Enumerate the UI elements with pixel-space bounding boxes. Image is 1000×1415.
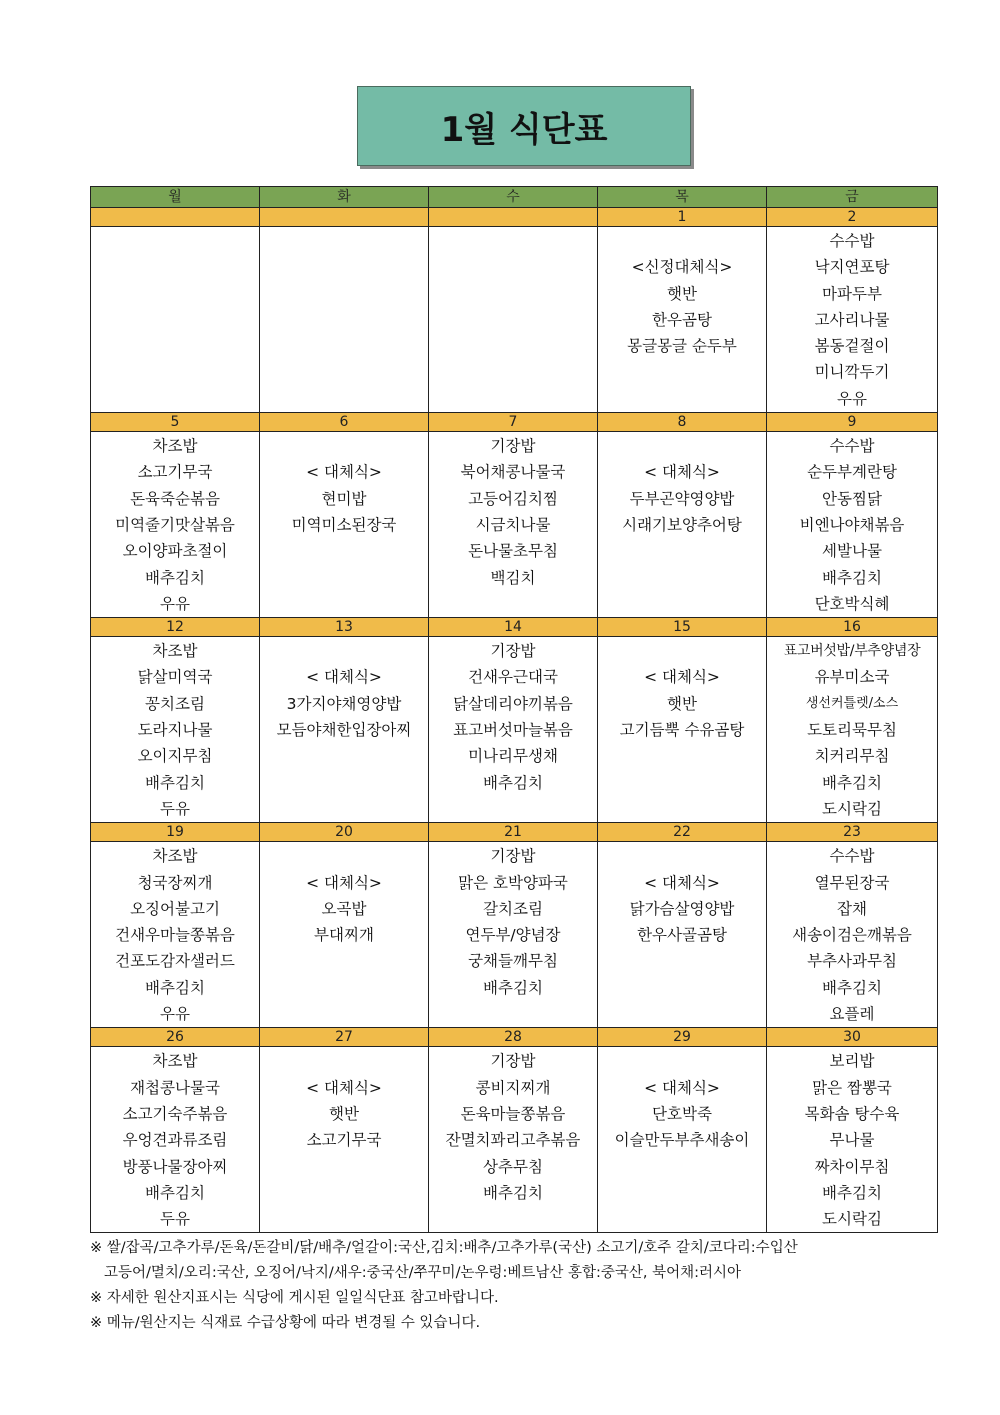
- menu-item: 열무된장국: [814, 873, 890, 892]
- menu-item: 수수밥: [829, 847, 875, 866]
- menu-item: 북어채콩나물국: [460, 463, 566, 482]
- menu-item: < 대체식>: [306, 463, 382, 482]
- menu-item: 돈나물초무침: [468, 542, 558, 561]
- menu-cell-wed: [429, 1047, 598, 1233]
- origin-notes: [90, 1236, 940, 1336]
- menu-cell-fri: [767, 842, 938, 1028]
- menu-item: 오이양파초절이: [122, 542, 228, 561]
- date-cell-mon: 26: [91, 1028, 260, 1047]
- menu-item: 청국장찌개: [137, 873, 213, 892]
- menu-item: 차조밥: [152, 642, 198, 661]
- menu-item: 상추무침: [483, 1157, 543, 1176]
- menu-item: 두유: [160, 1210, 190, 1229]
- menu-item: 배추김치: [822, 978, 882, 997]
- menu-item: 봄동겉절이: [814, 337, 890, 356]
- menu-item: 두부곤약영양밥: [629, 489, 735, 508]
- date-cell-fri: 2: [767, 208, 938, 227]
- date-cell-fri: 16: [767, 618, 938, 637]
- date-cell-fri: 30: [767, 1028, 938, 1047]
- menu-item: 닭가슴살영양밥: [629, 899, 735, 918]
- menu-cell-mon: [91, 637, 260, 823]
- weekday-mon: 월: [91, 187, 260, 208]
- menu-item: 현미밥: [321, 489, 367, 508]
- menu-item: 배추김치: [145, 1183, 205, 1202]
- weekday-fri: 금: [767, 187, 938, 208]
- menu-cell-thu: [598, 227, 767, 413]
- menu-cell-tue: [260, 432, 429, 618]
- menu-item: 닭살데리야끼볶음: [453, 694, 573, 713]
- menu-item: < 대체식>: [306, 668, 382, 687]
- weekday-header-row: [91, 187, 938, 208]
- menu-item: 순두부계란탕: [807, 463, 897, 482]
- menu-item: 비엔나야채볶음: [799, 515, 905, 534]
- menu-cell-thu: [598, 1047, 767, 1233]
- menu-cell-fri: [767, 1047, 938, 1233]
- menu-cell-tue: [260, 842, 429, 1028]
- menu-item: 세발나물: [822, 542, 882, 561]
- date-cell-thu: 15: [598, 618, 767, 637]
- menu-item: 3가지야채영양밥: [286, 694, 402, 713]
- note-line: ※ 자세한 원산지표시는 식당에 게시된 일일식단표 참고바랍니다.: [90, 1290, 499, 1306]
- menu-item: 돈육마늘쫑볶음: [460, 1104, 566, 1123]
- menu-item: 햇반: [667, 694, 697, 713]
- menu-cell-fri: [767, 637, 938, 823]
- menu-item: 미역미소된장국: [291, 515, 397, 534]
- menu-item: 배추김치: [822, 568, 882, 587]
- date-cell-wed: 21: [429, 823, 598, 842]
- menu-item: 우유: [160, 1005, 190, 1024]
- date-cell-thu: 8: [598, 413, 767, 432]
- menu-cell-tue: [260, 1047, 429, 1233]
- menu-item: 우유: [160, 594, 190, 613]
- date-cell-wed: 7: [429, 413, 598, 432]
- menu-item: 표고버섯밥/부추양념장: [783, 643, 921, 660]
- menu-item: 보리밥: [829, 1052, 875, 1071]
- menu-item: 시래기보양추어탕: [622, 515, 742, 534]
- date-cell-wed: 14: [429, 618, 598, 637]
- menu-cell-thu: [598, 432, 767, 618]
- menu-item: 햇반: [667, 284, 697, 303]
- menu-item: 기장밥: [490, 847, 536, 866]
- menu-row: [91, 227, 938, 413]
- menu-item: 돈육죽순볶음: [130, 489, 220, 508]
- menu-item: 한우사골곰탕: [637, 926, 727, 945]
- menu-item: 기장밥: [490, 437, 536, 456]
- menu-item: 수수밥: [829, 232, 875, 250]
- date-cell-thu: 29: [598, 1028, 767, 1047]
- menu-item: 방풍나물장아찌: [122, 1157, 228, 1176]
- weekday-tue: 화: [260, 187, 429, 208]
- menu-item: 고등어김치찜: [468, 489, 558, 508]
- menu-item: 오곡밥: [321, 899, 367, 918]
- menu-item: 단호박식혜: [814, 594, 890, 613]
- menu-item: 배추김치: [483, 1183, 543, 1202]
- menu-item: 고기듬뿍 수유곰탕: [619, 721, 745, 740]
- menu-item: < 대체식>: [644, 668, 720, 687]
- menu-item: 새송이검은깨볶음: [792, 926, 912, 945]
- menu-item: 치커리무침: [814, 747, 890, 766]
- menu-item: 시금치나물: [475, 515, 551, 534]
- date-row: [91, 208, 938, 227]
- note-line: ※ 메뉴/원산지는 식재료 수급상황에 따라 변경될 수 있습니다.: [90, 1315, 481, 1331]
- menu-cell-wed: [429, 227, 598, 413]
- menu-item: 우엉견과류조림: [122, 1131, 228, 1150]
- menu-item: 맑은 짬뽕국: [812, 1078, 892, 1097]
- menu-item: 도시락김: [822, 1210, 882, 1229]
- menu-cell-tue: [260, 227, 429, 413]
- menu-cell-mon: [91, 227, 260, 413]
- menu-item: 배추김치: [145, 568, 205, 587]
- date-cell-tue: 20: [260, 823, 429, 842]
- menu-cell-mon: [91, 1047, 260, 1233]
- menu-item: < 대체식>: [644, 463, 720, 482]
- menu-item: 건새우마늘쫑볶음: [115, 926, 235, 945]
- menu-item: < 대체식>: [306, 1078, 382, 1097]
- menu-item: 수수밥: [829, 437, 875, 456]
- page-title: 1월 식단표: [357, 86, 691, 166]
- menu-item: 미니깍두기: [814, 363, 890, 382]
- menu-item: < 대체식>: [644, 873, 720, 892]
- menu-item: 요플레: [829, 1005, 875, 1024]
- date-cell-wed: [429, 208, 598, 227]
- menu-item: 미나리무생채: [468, 747, 558, 766]
- menu-item: 두유: [160, 799, 190, 818]
- date-row: [91, 618, 938, 637]
- date-cell-wed: 28: [429, 1028, 598, 1047]
- menu-item: 배추김치: [145, 773, 205, 792]
- menu-row: [91, 1047, 938, 1233]
- menu-item: 마파두부: [822, 284, 882, 303]
- menu-item: 이슬만두부추새송이: [614, 1131, 750, 1150]
- menu-row: [91, 842, 938, 1028]
- menu-item: 부추사과무침: [807, 952, 897, 971]
- menu-item: 소고기무국: [137, 463, 213, 482]
- menu-item: 배추김치: [822, 1183, 882, 1202]
- menu-item: 목화솜 탕수육: [804, 1104, 900, 1123]
- date-cell-mon: 5: [91, 413, 260, 432]
- menu-item: 잡채: [837, 899, 867, 918]
- menu-item: 한우곰탕: [652, 310, 712, 329]
- menu-table: [90, 186, 938, 1233]
- menu-item: 오징어불고기: [130, 899, 220, 918]
- date-cell-thu: 22: [598, 823, 767, 842]
- menu-item: 배추김치: [483, 978, 543, 997]
- menu-item: <신정대체식>: [631, 258, 733, 277]
- weekday-thu: 목: [598, 187, 767, 208]
- date-cell-mon: 19: [91, 823, 260, 842]
- menu-row: [91, 432, 938, 618]
- menu-row: [91, 637, 938, 823]
- menu-item: 연두부/양념장: [465, 926, 561, 945]
- menu-item: < 대체식>: [644, 1078, 720, 1097]
- menu-cell-tue: [260, 637, 429, 823]
- menu-item: 건새우근대국: [468, 668, 558, 687]
- menu-item: 우유: [837, 389, 867, 408]
- menu-item: 소고기숙주볶음: [122, 1104, 228, 1123]
- menu-item: 잔멸치꽈리고추볶음: [445, 1131, 581, 1150]
- menu-item: 배추김치: [822, 773, 882, 792]
- date-cell-tue: [260, 208, 429, 227]
- menu-item: 맑은 호박양파국: [458, 873, 568, 892]
- menu-cell-fri: [767, 227, 938, 413]
- menu-item: 소고기무국: [306, 1131, 382, 1150]
- menu-cell-wed: [429, 432, 598, 618]
- menu-item: 갈치조림: [483, 899, 543, 918]
- menu-item: 모듬야채한입장아찌: [276, 721, 412, 740]
- menu-item: 부대찌개: [314, 926, 374, 945]
- note-line: ※ 쌀/잡곡/고추가루/돈육/돈갈비/닭/배추/얼갈이:국산,김치:배추/고추가루(국산) 소고기/호주 갈치/코다리:수입산: [90, 1240, 798, 1256]
- menu-item: 안동찜닭: [822, 489, 882, 508]
- date-cell-tue: 6: [260, 413, 429, 432]
- weekday-wed: 수: [429, 187, 598, 208]
- menu-item: 무나물: [829, 1131, 875, 1150]
- menu-item: 콩비지찌개: [475, 1078, 551, 1097]
- menu-item: 미역줄기맛살볶음: [115, 515, 235, 534]
- date-cell-mon: 12: [91, 618, 260, 637]
- menu-cell-mon: [91, 432, 260, 618]
- menu-item: 재첩콩나물국: [130, 1078, 220, 1097]
- menu-item: 배추김치: [483, 773, 543, 792]
- menu-cell-fri: [767, 432, 938, 618]
- menu-item: 궁채들깨무침: [468, 952, 558, 971]
- note-line: 고등어/멸치/오리:국산, 오징어/낙지/새우:중국산/쭈꾸미/논우렁:베트남산 홍합:중국산, 북어채:러시아: [104, 1265, 742, 1281]
- date-row: [91, 413, 938, 432]
- date-cell-thu: 1: [598, 208, 767, 227]
- menu-item: 기장밥: [490, 642, 536, 661]
- menu-item: 오이지무침: [137, 747, 213, 766]
- menu-cell-wed: [429, 842, 598, 1028]
- menu-item: 햇반: [329, 1104, 359, 1123]
- date-cell-tue: 13: [260, 618, 429, 637]
- menu-cell-thu: [598, 842, 767, 1028]
- date-cell-mon: [91, 208, 260, 227]
- menu-item: 단호박죽: [652, 1104, 712, 1123]
- date-row: [91, 1028, 938, 1047]
- menu-item: 차조밥: [152, 847, 198, 866]
- menu-item: 차조밥: [152, 437, 198, 456]
- menu-item: 몽글몽글 순두부: [627, 337, 737, 356]
- date-row: [91, 823, 938, 842]
- menu-item: 낙지연포탕: [814, 258, 890, 277]
- date-cell-fri: 9: [767, 413, 938, 432]
- menu-item: 기장밥: [490, 1052, 536, 1071]
- menu-item: 도토리묵무침: [807, 721, 897, 740]
- menu-item: 닭살미역국: [137, 668, 213, 687]
- menu-item: 짜차이무침: [814, 1157, 890, 1176]
- menu-item: 도라지나물: [137, 721, 213, 740]
- menu-item: 유부미소국: [814, 668, 890, 687]
- menu-item: < 대체식>: [306, 873, 382, 892]
- menu-item: 백김치: [490, 568, 536, 587]
- date-cell-fri: 23: [767, 823, 938, 842]
- menu-item: 배추김치: [145, 978, 205, 997]
- menu-cell-wed: [429, 637, 598, 823]
- menu-cell-thu: [598, 637, 767, 823]
- date-cell-tue: 27: [260, 1028, 429, 1047]
- menu-item: 차조밥: [152, 1052, 198, 1071]
- menu-item: 표고버섯마늘볶음: [453, 721, 573, 740]
- menu-item: 생선커틀렛/소스: [805, 695, 899, 711]
- menu-cell-mon: [91, 842, 260, 1028]
- menu-item: 건포도감자샐러드: [115, 952, 235, 971]
- menu-item: 고사리나물: [814, 310, 890, 329]
- menu-item: 꽁치조림: [145, 694, 205, 713]
- menu-item: 도시락김: [822, 799, 882, 818]
